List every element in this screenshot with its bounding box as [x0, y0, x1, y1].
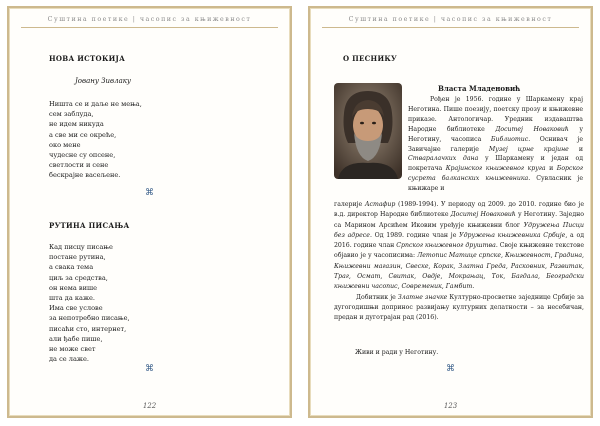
- poem-nova-istokija: [49, 54, 249, 181]
- verse-line: чудесне су опсене,: [49, 151, 116, 160]
- verse-line: а све ми се окреће,: [49, 130, 117, 139]
- running-head: Суштина поетике | часопис за књижевност: [47, 16, 252, 23]
- end-ornament-icon: ⌘: [446, 364, 455, 374]
- bio-paragraph-main: галерије Астафир (1989-1994). У периоду од 2009. до 2010. године био је в.д. директор Народне библиотеке Доситеј Новаковић у Неготину. Заједно са Марином Арсићем Иковим уређује књижевни блог Удружења Писци без адресе. Од 1989. године члан је Удружења књижевника Србије, а од 2016. године члан Српског књижевног друштва. Своје књижевне текстове објавио је у часописима: Летопис Матице српске, Књижевност, Градина, Књижевни магазин, Свеске, Корак, Златна Греда, Расковник, Развитак, Траг, Осмат, Свитак, Овдје, Мокрањац, Ток, Багдала, Београдски књижевни часопис, Современик, Гамбит. Добитник је Златне значке Културно-просветне заједнице Србије за дугогодишњи допринос развијању културних делатности – за несебичан, предан и дуготрајан рад (2016).: [334, 201, 585, 322]
- verse-line: он нема више: [49, 283, 98, 292]
- verse-line: за непотребно писање,: [49, 314, 130, 323]
- poem-dedication: Јовану Зивлаку: [75, 77, 131, 85]
- verse-line: шта да каже.: [49, 294, 96, 303]
- section-title: О ПЕСНИКУ: [343, 54, 398, 63]
- poem-title: РУТИНА ПИСАЊА: [49, 221, 130, 230]
- verse-line: циљ за средства,: [49, 273, 108, 282]
- verse-line: око мене: [49, 140, 81, 149]
- bio-paragraph-last: Живи и ради у Неготину.: [355, 349, 439, 356]
- author-name: Власта Младеновић: [438, 84, 521, 93]
- verse-line: а свака тема: [49, 263, 94, 272]
- poem-verses: [49, 99, 249, 181]
- header-rule: [322, 27, 579, 28]
- verse-line: Ништа се и даље не мења,: [49, 100, 142, 108]
- left-page: [7, 6, 292, 418]
- header-rule: [21, 27, 278, 28]
- verse-line: не може свет: [49, 345, 96, 354]
- verse-line: бескрајне васељене.: [49, 171, 121, 180]
- end-ornament-icon: ⌘: [145, 364, 154, 374]
- page-number: 122: [142, 402, 157, 410]
- page-number: 123: [443, 402, 458, 410]
- running-head: Суштина поетике | часопис за књижевност: [348, 16, 553, 23]
- poem-title: НОВА ИСТОКИЈА: [49, 54, 126, 63]
- poem-rutina-pisanja: [49, 221, 249, 364]
- verse-line: да се лаже.: [49, 355, 89, 364]
- verse-line: писаћи сто, интернет,: [49, 324, 127, 333]
- section-ornament-icon: ⌘: [145, 188, 154, 198]
- verse-line: Има све услове: [49, 304, 103, 313]
- verse-line: сем заблуда,: [49, 110, 94, 119]
- verse-line: али ђабе пише,: [49, 334, 103, 343]
- verse-line: светлости и сене: [49, 161, 109, 170]
- verse-line: постане рутина,: [49, 253, 106, 262]
- bio-paragraph-top: Рођен је 1956. године у Шаркамену крај Неготина. Пише поезију, поетску прозу и књижевне приказе. Антологичар. Уредник издаваштва Народне библиотеке Доситеј Новаковић у Неготину, часописа Библиотис. Оснивач је Завичајне галерије Музеј црне крајине и Стваралачких дана у Шаркамену и један од покретача Крајинског књижевног круга и Борског сусрета балканских књижевника. Сувласник је књижаре и: [408, 96, 584, 193]
- right-page: [308, 6, 593, 418]
- verse-line: не идем никуда: [49, 120, 104, 129]
- poem-verses: [49, 242, 249, 364]
- author-portrait-icon: [334, 83, 402, 179]
- verse-line: Кад писцу писање: [49, 243, 113, 251]
